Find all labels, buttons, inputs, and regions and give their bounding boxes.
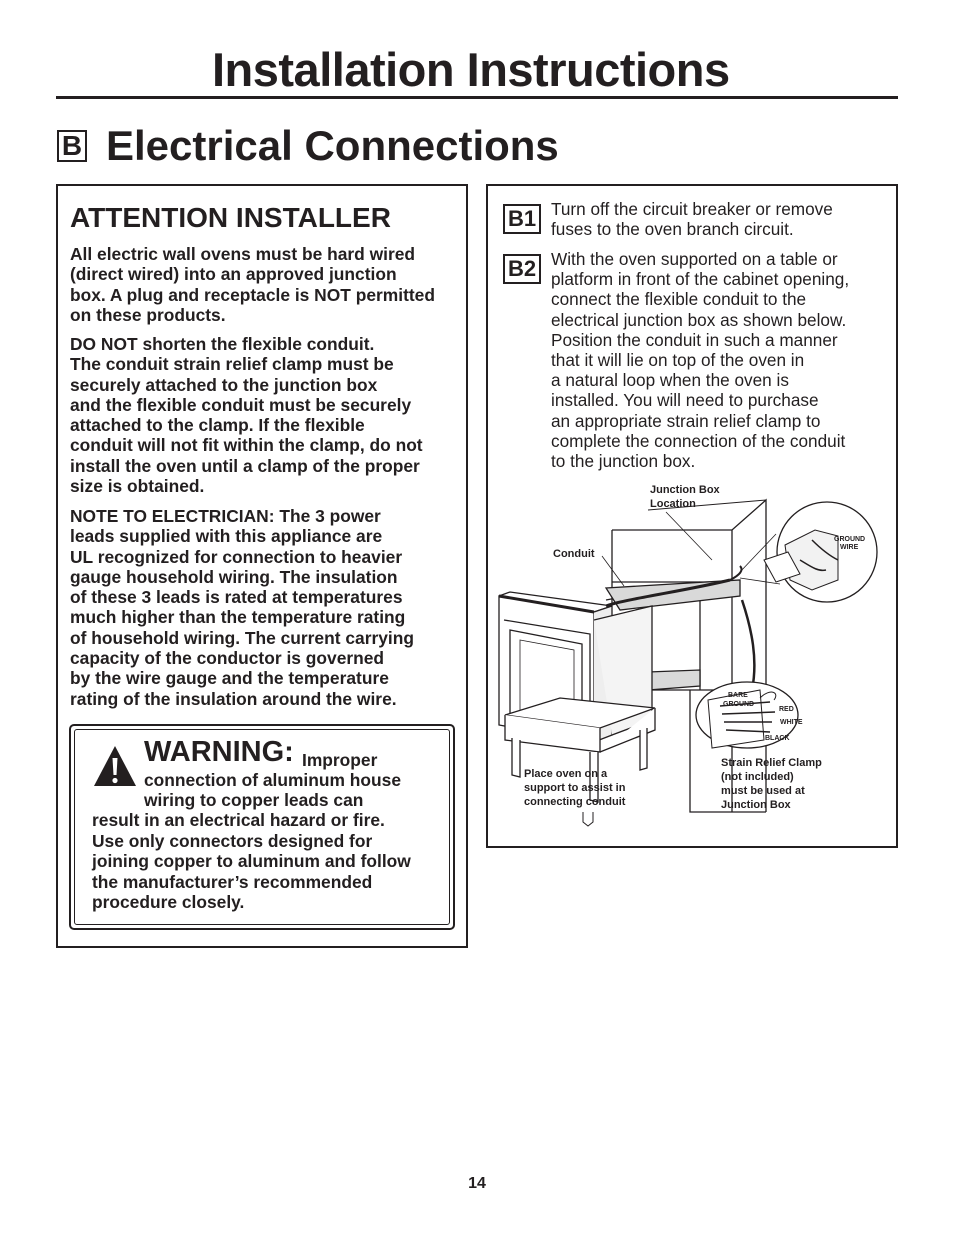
bare-ground-label-line: GROUND	[723, 701, 755, 708]
strain-relief-label-line: Junction Box	[721, 799, 791, 811]
ground-wire-label-line: WIRE	[840, 544, 859, 551]
conduit-label: Conduit	[553, 548, 595, 560]
section-title: Electrical Connections	[106, 122, 559, 169]
warning-triangle-icon	[93, 744, 137, 788]
support-label-line: connecting conduit	[524, 796, 626, 808]
junction-box-label-line: Junction Box	[650, 484, 720, 496]
step-b2-text: With the oven supported on a table or platform in front of the cabinet opening, connect the flexible conduit to the electrical junction box as shown below. Position the conduit in such a manner that it will lie on top of the oven in a natural loop when the oven is installed. You will need to purchase an appropriate strain relief clamp to complete the connection of the conduit to the junction box.	[551, 249, 850, 472]
warning-text-line: result in an electrical hazard or fire.	[92, 810, 385, 830]
page-number: 14	[468, 1175, 486, 1192]
warning-text-line: joining copper to aluminum and follow	[92, 851, 411, 871]
step-badge-b2: B2	[503, 254, 541, 284]
strain-relief-label-line: (not included)	[721, 771, 794, 783]
strain-relief-label-line: must be used at	[721, 785, 805, 797]
support-label-line: Place oven on a	[524, 768, 608, 780]
red-wire-label: RED	[779, 706, 794, 713]
page-title: Installation Instructions	[212, 43, 730, 96]
attention-paragraph-electrician-note: NOTE TO ELECTRICIAN: The 3 power leads supplied with this appliance are UL recognized for connection to heavier gauge household wiring. The insulation of these 3 leads is rated at temperatures much higher than the temperature rating of household wiring. The current carrying capacity of the conductor is governed by the wire gauge and the temperature rating of the insulation around the wire.	[70, 506, 414, 709]
attention-paragraph-hard-wired: All electric wall ovens must be hard wired (direct wired) into an approved junction box. A plug and receptacle is NOT permitted on these products.	[70, 244, 435, 325]
oven-installation-diagram	[487, 474, 895, 846]
ground-wire-label-line: GROUND	[834, 536, 866, 543]
warning-text-line: procedure closely.	[92, 892, 245, 912]
step-b1-text: Turn off the circuit breaker or remove fuses to the oven branch circuit.	[551, 199, 833, 240]
strain-relief-label-line: Strain Relief Clamp	[721, 757, 822, 769]
white-wire-label: WHITE	[780, 719, 803, 726]
bare-ground-label-line: BARE	[728, 692, 748, 699]
title-divider	[56, 96, 898, 99]
step-badge-b1: B1	[503, 204, 541, 234]
section-badge: B	[57, 130, 87, 162]
junction-box-label-line: Location	[650, 498, 696, 510]
warning-text-line: Use only connectors designed for	[92, 831, 373, 851]
warning-text-line: wiring to copper leads can	[144, 790, 364, 810]
attention-heading: ATTENTION INSTALLER	[70, 202, 391, 233]
warning-lead-text: Improper	[302, 750, 378, 770]
support-label-line: support to assist in	[524, 782, 626, 794]
warning-heading: WARNING:	[144, 736, 294, 768]
warning-text-line: connection of aluminum house	[144, 770, 402, 790]
attention-paragraph-conduit: DO NOT shorten the flexible conduit. The conduit strain relief clamp must be securely attached to the junction box and the flexible conduit must be securely attached to the clamp. If the flexible conduit will not fit within the clamp, do not install the oven until a clamp of the proper size is obtained.	[70, 334, 423, 497]
black-wire-label: BLACK	[765, 735, 790, 742]
warning-text-line: the manufacturer’s recommended	[92, 872, 373, 892]
